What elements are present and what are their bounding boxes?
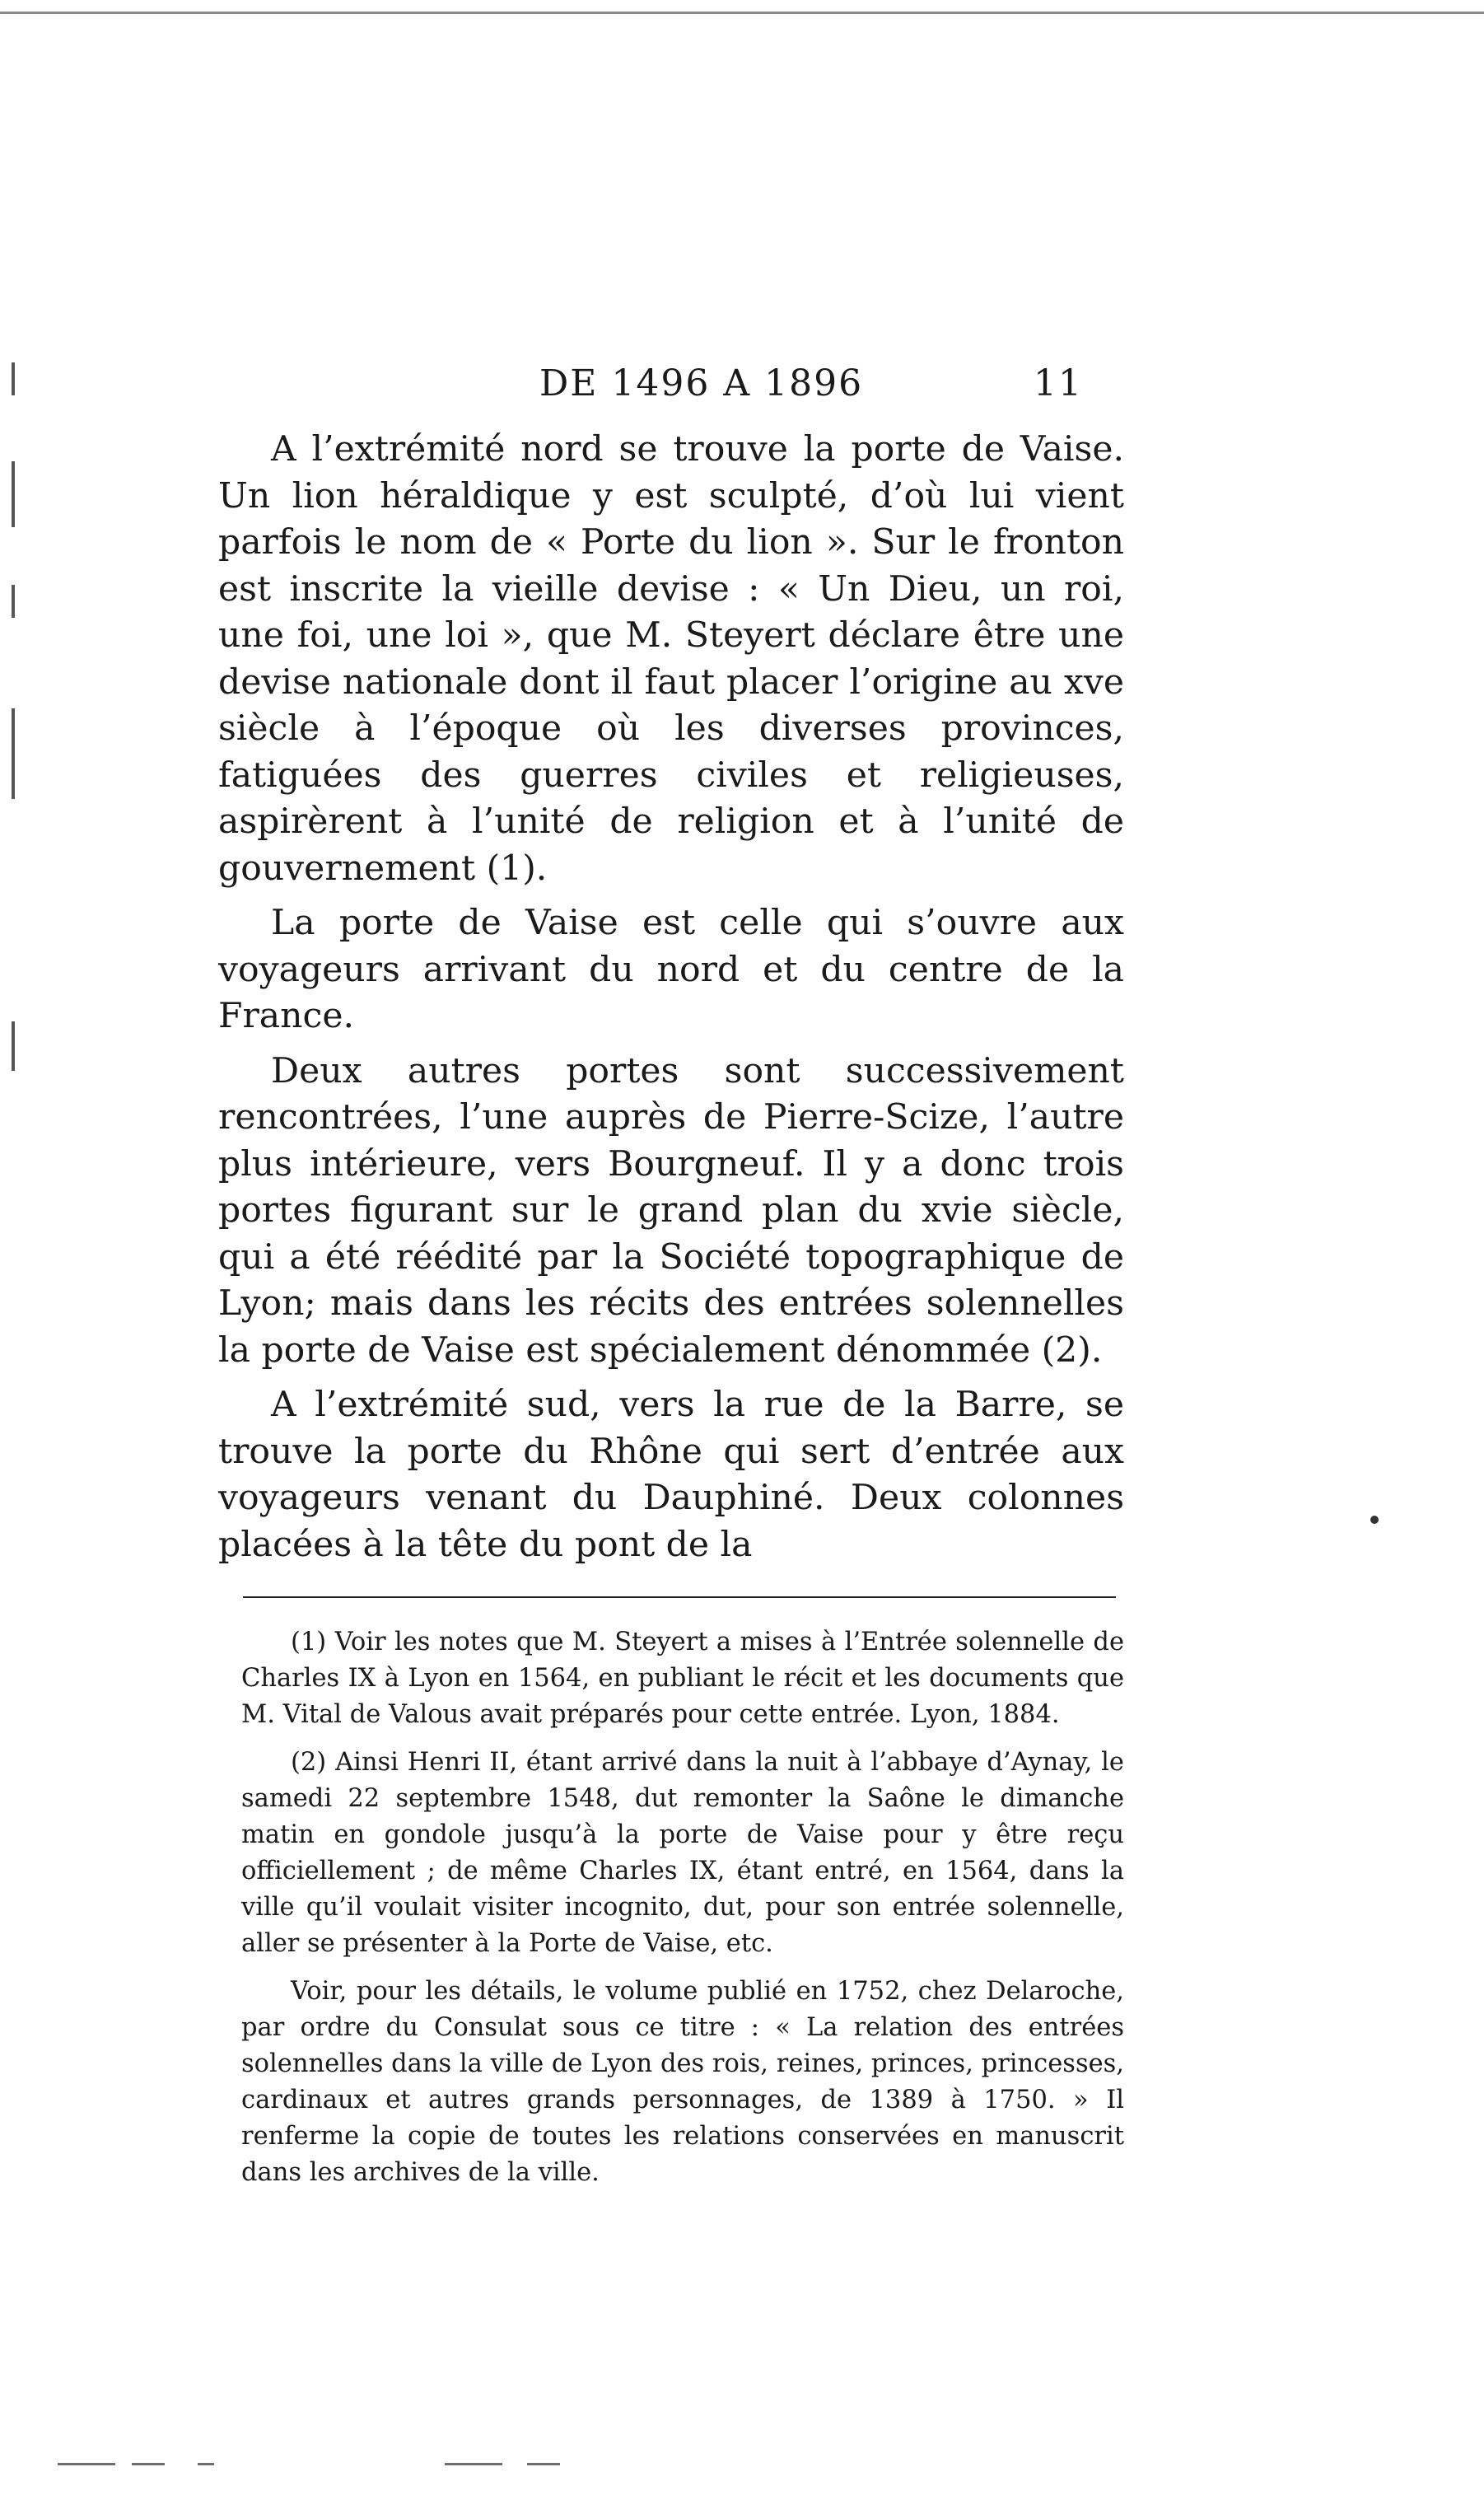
paragraph: La porte de Vaise est celle qui s’ouvre aux voyageurs arrivant du nord et du centre de la France. xyxy=(218,903,1124,1036)
scan-artifact xyxy=(527,2463,560,2465)
paragraph: A l’extrémité nord se trouve la porte de Vaise. Un lion héraldique y est sculpté, d’où lui vient parfois le nom de « Porte du lion ». Sur le fronton est inscrite la vieille devise : « Un Dieu, un roi, une foi, une loi », que M. Steyert déclare être une devise nationale dont il faut placer l’origine au xve siècle à l’époque où les diverses provinces, fatiguées des guerres civiles et religieuses, aspirèrent à l’unité de religion et à l’unité de gouvernement (1). xyxy=(218,429,1124,889)
footnote: (1) Voir les notes que M. Steyert a mises à l’Entrée solennelle de Charles IX à Lyon en 1564, en publiant le récit et les documents que M. Vital de Valous avait préparés pour cette entrée. Lyon, 1884. xyxy=(241,1628,1124,1729)
ink-speck xyxy=(1370,1516,1379,1524)
running-head-title: DE 1496 A 1896 xyxy=(539,362,864,404)
scan-artifact xyxy=(58,2463,115,2465)
binding-mark xyxy=(12,708,15,799)
scan-artifact xyxy=(132,2463,165,2465)
scan-edge-line xyxy=(0,12,1484,14)
binding-mark xyxy=(12,585,15,618)
paragraph: A l’extrémité sud, vers la rue de la Barre, se trouve la porte du Rhône qui sert d’entrée aux voyageurs venant du Dauphiné. Deux colonnes placées à la tête du pont de la xyxy=(218,1385,1124,1565)
binding-mark xyxy=(12,461,15,527)
scan-artifact xyxy=(445,2463,502,2465)
footnote-separator xyxy=(243,1596,1116,1598)
scan-artifact xyxy=(198,2463,214,2465)
book-page xyxy=(218,329,1124,2203)
page-number: 11 xyxy=(1034,362,1083,404)
main-text xyxy=(218,427,1124,1568)
binding-mark xyxy=(12,1021,15,1071)
running-head xyxy=(218,329,1124,404)
footnote: Voir, pour les détails, le volume publié en 1752, chez Delaroche, par ordre du Consulat sous ce titre : « La relation des entrées solennelles dans la ville de Lyon des rois, reines, princes, princesses, cardinaux et autres grands personnages, de 1389 à 1750. » Il renferme la copie de toutes les relations conservées en manuscrit dans les archives de la ville. xyxy=(241,1977,1124,2187)
footnotes xyxy=(218,1624,1124,2191)
paragraph: Deux autres portes sont successivement rencontrées, l’une auprès de Pierre-Scize, l’autre plus intérieure, vers Bourgneuf. Il y a donc trois portes figurant sur le grand plan du xvie siècle, qui a été réédité par la Société topographique de Lyon; mais dans les récits des entrées solennelles la porte de Vaise est spécialement dénommée (2). xyxy=(218,1050,1124,1371)
binding-mark xyxy=(12,362,15,395)
footnote: (2) Ainsi Henri II, étant arrivé dans la nuit à l’abbaye d’Aynay, le samedi 22 septembre 1548, dut remonter la Saône le dimanche matin en gondole jusqu’à la porte de Vaise pour y être reçu officiellement ; de même Charles IX, étant entré, en 1564, dans la ville qu’il voulait visiter incognito, dut, pour son entrée solennelle, aller se présenter à la Porte de Vaise, etc. xyxy=(241,1748,1124,1958)
